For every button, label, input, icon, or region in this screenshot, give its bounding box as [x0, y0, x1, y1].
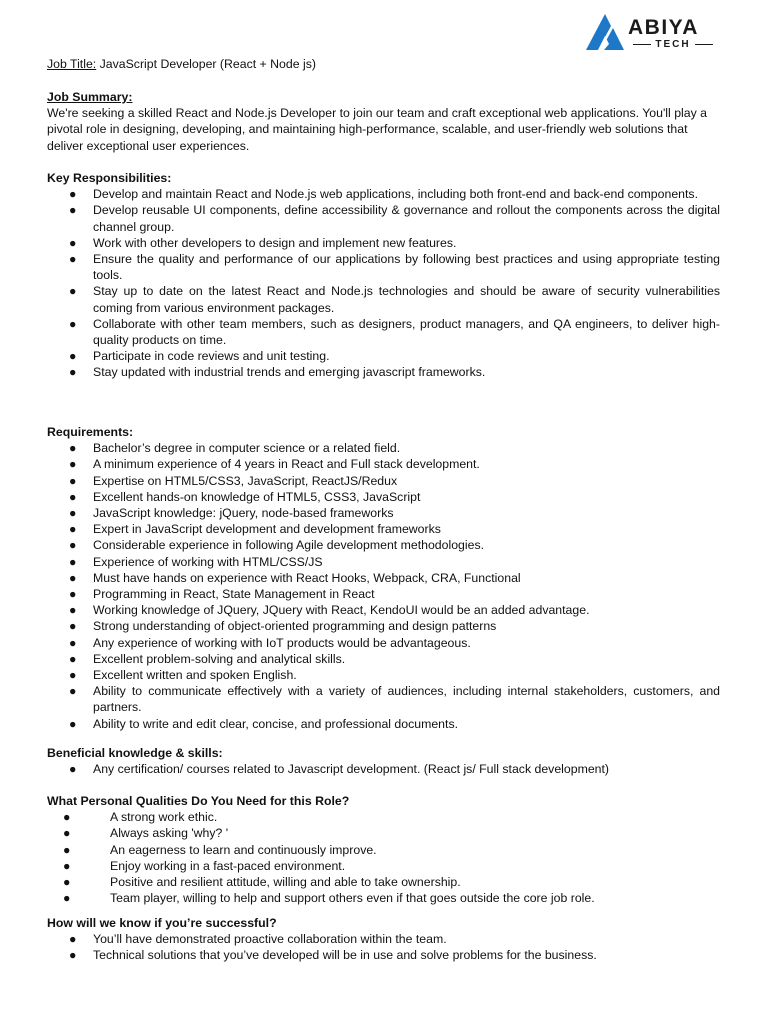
logo-subtitle: TECH [628, 39, 718, 50]
list-item: ● Excellent problem-solving and analytical skills. [69, 651, 346, 666]
list-item: ● Enjoy working in a fast-paced environment. [63, 858, 346, 873]
list-item: ● Ability to write and edit clear, concise, and professional documents. [69, 716, 459, 731]
list-item: ● Ability to communicate effectively with a variety of audiences, including internal stakeholders, customers, and partners. [69, 684, 720, 715]
list-item: ● Ensure the quality and performance of our applications by following best practices and using appropriate testing tools. [69, 252, 720, 283]
beneficial-section [47, 745, 720, 777]
qualities-list [47, 809, 720, 906]
list-item: ● Excellent written and spoken English. [69, 668, 297, 683]
list-item: ● Expertise on HTML5/CSS3, JavaScript, ReactJS/Redux [69, 473, 398, 488]
responsibilities-list [47, 186, 720, 380]
list-item: ● Must have hands on experience with React Hooks, Webpack, CRA, Functional [69, 570, 521, 585]
list-item: ● A strong work ethic. [63, 810, 218, 825]
list-item: ● Bachelor’s degree in computer science or a related field. [69, 441, 401, 456]
responsibilities-section [47, 170, 720, 381]
summary-heading: Job Summary: [47, 90, 133, 104]
list-item: ● Any experience of working with IoT products would be advantageous. [69, 635, 471, 650]
qualities-heading: What Personal Qualities Do You Need for this Role? [47, 794, 350, 808]
logo-triangle-icon [584, 12, 626, 52]
beneficial-list [47, 761, 720, 777]
success-section [47, 915, 720, 964]
list-item: ● Team player, willing to help and support others even if that goes outside the core job role. [63, 891, 595, 906]
list-item: ● Programming in React, State Management in React [69, 587, 375, 602]
list-item: ● Working knowledge of JQuery, JQuery with React, KendoUI would be an added advantage. [69, 603, 590, 618]
list-item: ● Participate in code reviews and unit testing. [69, 349, 330, 364]
list-item: ● A minimum experience of 4 years in React and Full stack development. [69, 457, 480, 472]
list-item: ● Excellent hands-on knowledge of HTML5, CSS3, JavaScript [69, 489, 421, 504]
list-item: ● You’ll have demonstrated proactive collaboration within the team. [69, 932, 447, 947]
summary-text: We're seeking a skilled React and Node.js Developer to join our team and craft exceptional web applications. You'll play a pivotal role in designing, developing, and maintaining high-performance, scalable, and user-friendly web solutions that deliver exceptional user experiences. [47, 106, 708, 153]
list-item: ● Strong understanding of object-oriented programming and design patterns [69, 619, 497, 634]
requirements-section [47, 424, 720, 732]
list-item: ● Stay updated with industrial trends and emerging javascript frameworks. [69, 365, 486, 380]
list-item: ● Considerable experience in following Agile development methodologies. [69, 538, 485, 553]
list-item: ● Always asking 'why? ' [63, 826, 229, 841]
list-item: ● Positive and resilient attitude, willing and able to take ownership. [63, 875, 461, 890]
summary-section [47, 89, 720, 154]
qualities-section [47, 793, 720, 906]
list-item: ● Any certification/ courses related to Javascript development. (React js/ Full stack development) [69, 762, 610, 777]
list-item: ● Expert in JavaScript development and development frameworks [69, 522, 441, 537]
success-heading: How will we know if you’re successful? [47, 916, 277, 930]
list-item: ● Technical solutions that you’ve developed will be in use and solve problems for the business. [69, 948, 597, 963]
list-item: ● Experience of working with HTML/CSS/JS [69, 554, 323, 569]
list-item: ● Collaborate with other team members, such as designers, product managers, and QA engineers, to deliver high-quality products on time. [69, 316, 720, 348]
list-item: ● Stay up to date on the latest React and Node.js technologies and should be aware of security vulnerabilities coming from various environment packages. [69, 284, 720, 315]
success-list [47, 931, 720, 963]
job-title-value: JavaScript Developer (React + Node js) [96, 57, 316, 71]
requirements-list [47, 440, 720, 732]
job-title-label: Job Title: [47, 57, 97, 71]
company-logo [584, 12, 720, 54]
requirements-heading: Requirements: [47, 425, 134, 439]
list-item: ● Develop reusable UI components, define accessibility & governance and rollout the components across the digital channel group. [69, 203, 720, 234]
responsibilities-heading: Key Responsibilities: [47, 171, 172, 185]
job-title [47, 56, 316, 72]
beneficial-heading: Beneficial knowledge & skills: [47, 746, 223, 760]
logo-wordmark: ABIYA [628, 16, 699, 39]
list-item: ● Develop and maintain React and Node.js web applications, including both front-end and back-end components. [69, 187, 698, 202]
list-item: ● Work with other developers to design and implement new features. [69, 235, 457, 250]
list-item: ● JavaScript knowledge: jQuery, node-based frameworks [69, 506, 394, 521]
list-item: ● An eagerness to learn and continuously improve. [63, 842, 377, 857]
